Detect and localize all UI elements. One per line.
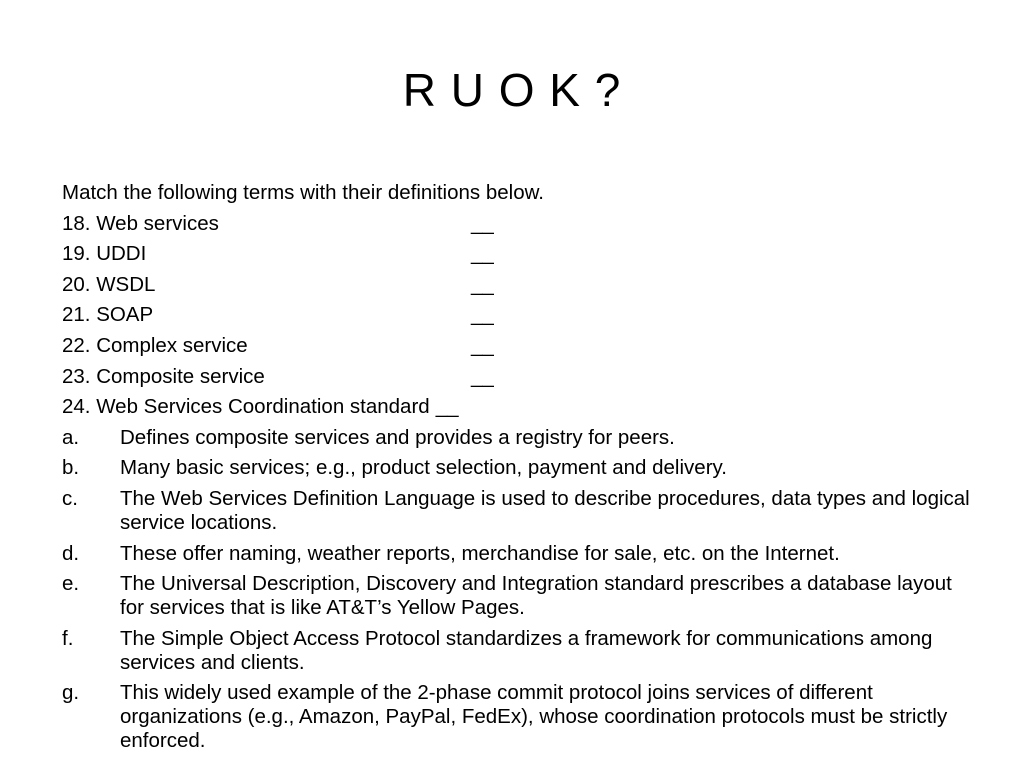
term-item <box>62 395 972 419</box>
term-label: 19. UDDI <box>62 242 147 266</box>
term-item <box>62 273 972 297</box>
definition-letter: e. <box>62 572 80 596</box>
definition-item <box>62 487 972 535</box>
term-item <box>62 212 972 236</box>
definition-text: Defines composite services and provides a registry for peers. <box>120 425 675 449</box>
definition-item <box>62 542 972 566</box>
term-item <box>62 242 972 266</box>
term-item <box>62 365 972 389</box>
definition-letter: g. <box>62 681 80 705</box>
definition-text: These offer naming, weather reports, merchandise for sale, etc. on the Internet. <box>120 541 840 565</box>
term-item <box>62 303 972 327</box>
answer-blank: __ <box>471 303 494 327</box>
definition-item <box>62 627 972 675</box>
definition-item <box>62 681 972 753</box>
answer-blank: __ <box>471 211 494 235</box>
answer-blank: __ <box>471 333 494 357</box>
definition-text: The Simple Object Access Protocol standardizes a framework for communications among services and clients. <box>120 626 933 674</box>
answer-blank: __ <box>435 395 459 419</box>
definition-letter: f. <box>62 626 74 650</box>
definition-letter: d. <box>62 541 80 565</box>
definition-item <box>62 456 972 480</box>
definition-letter: b. <box>62 456 80 480</box>
definition-text: Many basic services; e.g., product selection, payment and delivery. <box>120 456 727 480</box>
slide-body <box>62 181 972 760</box>
definition-text: The Web Services Definition Language is used to describe procedures, data types and logical service locations. <box>120 486 970 534</box>
definition-letter: c. <box>62 486 78 510</box>
answer-blank: __ <box>471 242 494 266</box>
term-label: 20. WSDL <box>62 272 156 296</box>
term-label: 24. Web Services Coordination standard <box>62 395 430 419</box>
term-label: 21. SOAP <box>62 303 154 327</box>
slide-title: R U O K ? <box>402 64 622 116</box>
definition-text: The Universal Description, Discovery and Integration standard prescribes a database layout for services that is like AT&T’s Yellow Pages. <box>120 572 952 620</box>
term-label: 22. Complex service <box>62 333 248 357</box>
answer-blank: __ <box>471 364 494 388</box>
answer-blank: __ <box>471 272 494 296</box>
definition-letter: a. <box>62 425 80 449</box>
instructions: Match the following terms with their definitions below. <box>62 181 544 204</box>
term-label: 18. Web services <box>62 211 219 235</box>
definition-item <box>62 572 972 620</box>
term-label: 23. Composite service <box>62 364 265 388</box>
definition-text: This widely used example of the 2-phase commit protocol joins services of different organizations (e.g., Amazon, PayPal, FedEx), whose coordination protocols must be strictly enforced. <box>120 681 948 753</box>
term-item <box>62 334 972 358</box>
definition-item <box>62 426 972 450</box>
